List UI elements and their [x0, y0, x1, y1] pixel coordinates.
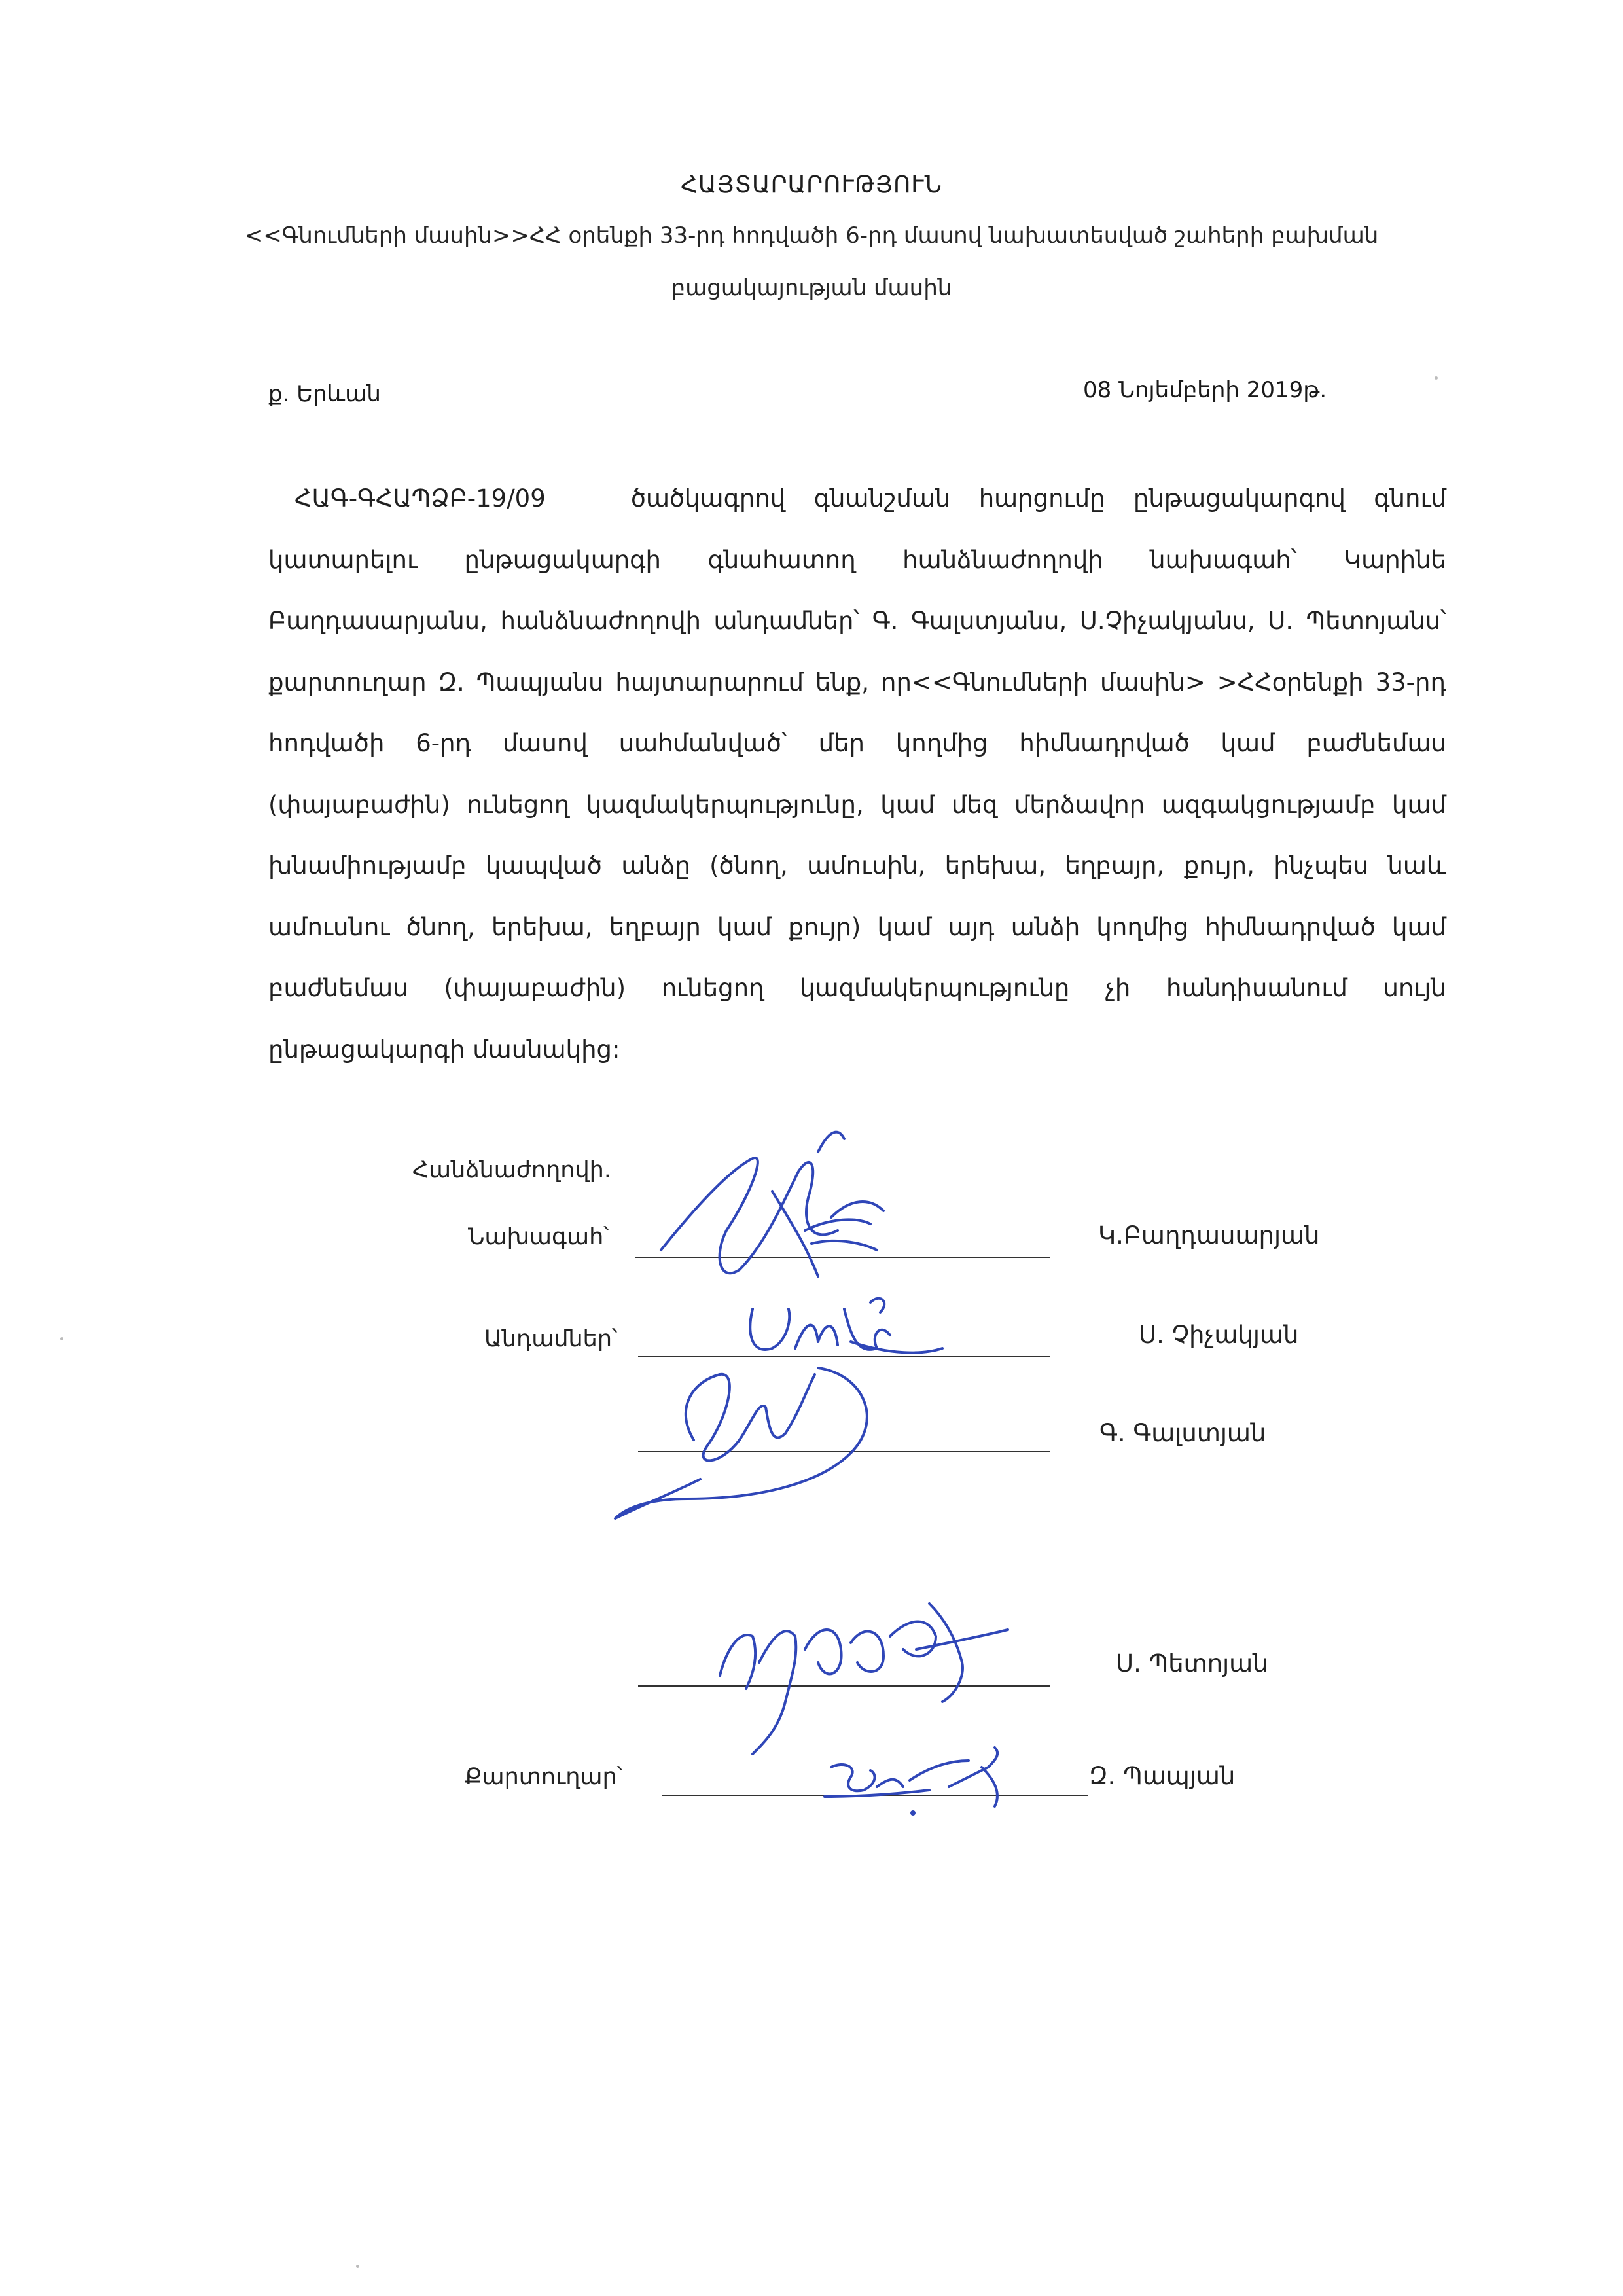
member2-signature [615, 1368, 867, 1518]
member3-name: Ս. Պետոյան [1116, 1649, 1268, 1677]
declaration-text: ծածկագրով գնանշման հարցումը ընթացակարգով գնում կատարելու ընթացակարգի գնահատող հանձնաժողովի նախագահ՝ Կարինե Բաղդասարյանս, հանձնաժողովի անդամներ՝ Գ. Գալստյանս, Ս.Չիչակյանս, Ս. Պետոյանս՝ քարտուղար Զ. Պապյանս հայտարարում ենք, որ<<Գնումների մասին> >ՀՀօրենքի 33-րդ հոդվածի 6-րդ մասով սահմանված՝ մեր կողմից հիմնադրված կամ բաժնեմաս (փայաբաժին) ունեցող կազմակերպությունը, կամ մեզ մերձավոր ազգակցությամբ կամ խնամիությամբ կապված անձը (ծնող, ամուսին, երեխա, եղբայր, քույր, ինչպես նաև ամուսնու ծնող, երեխա, եղբայր կամ քույր) կամ այդ անձի կողմից հիմնադրված կամ բաժնեմաս (փայաբաժին) ունեցող կազմակերպությունը չի հանդիսանում սույն ընթացակարգի մասնակից: [268, 484, 1446, 1064]
chair-label: Նախագահ՝ [468, 1224, 609, 1250]
members-label: Անդամներ՝ [484, 1326, 618, 1352]
place-of-issue: ք. Երևան [268, 381, 381, 407]
member3-signature [720, 1604, 1008, 1754]
document-date: 08 Նոյեմբերի 2019թ. [1083, 377, 1327, 403]
member1-signature [750, 1299, 942, 1353]
member2-name: Գ. Գալստյան [1099, 1419, 1266, 1447]
scan-speck [356, 2265, 359, 2268]
member2-signature-line [638, 1451, 1050, 1452]
chair-name: Կ.Բաղդասարյան [1098, 1221, 1320, 1249]
secretary-name: Զ. Պապյան [1089, 1762, 1236, 1790]
member3-signature-line [638, 1685, 1050, 1687]
committee-label: Հանձնաժողովի. [412, 1157, 611, 1183]
document-subtitle-continued: բացակայության մասին [671, 275, 952, 301]
scan-speck [1435, 376, 1438, 380]
secretary-label: Քարտուղար՝ [465, 1764, 623, 1790]
secretary-signature-line [662, 1795, 1088, 1796]
member1-signature-line [638, 1356, 1050, 1357]
document-title: ՀԱՅՏԱՐԱՐՈՒԹՅՈՒՆ [681, 171, 942, 198]
chair-signature-line [635, 1257, 1050, 1258]
scan-speck [60, 1337, 63, 1340]
secretary-signature [825, 1748, 997, 1806]
member1-name: Ս. Չիչակյան [1139, 1321, 1299, 1349]
procedure-code: ՀԱԳ-ԳՀԱՊՁԲ-19/09 [294, 484, 546, 512]
ink-dot [910, 1810, 916, 1816]
chair-signature [661, 1132, 883, 1276]
document-subtitle: <<Գնումների մասին>>ՀՀ օրենքի 33-րդ հոդվածի 6-րդ մասով նախատեսված շահերի բախման [244, 223, 1379, 249]
declaration-paragraph [268, 468, 1446, 1080]
